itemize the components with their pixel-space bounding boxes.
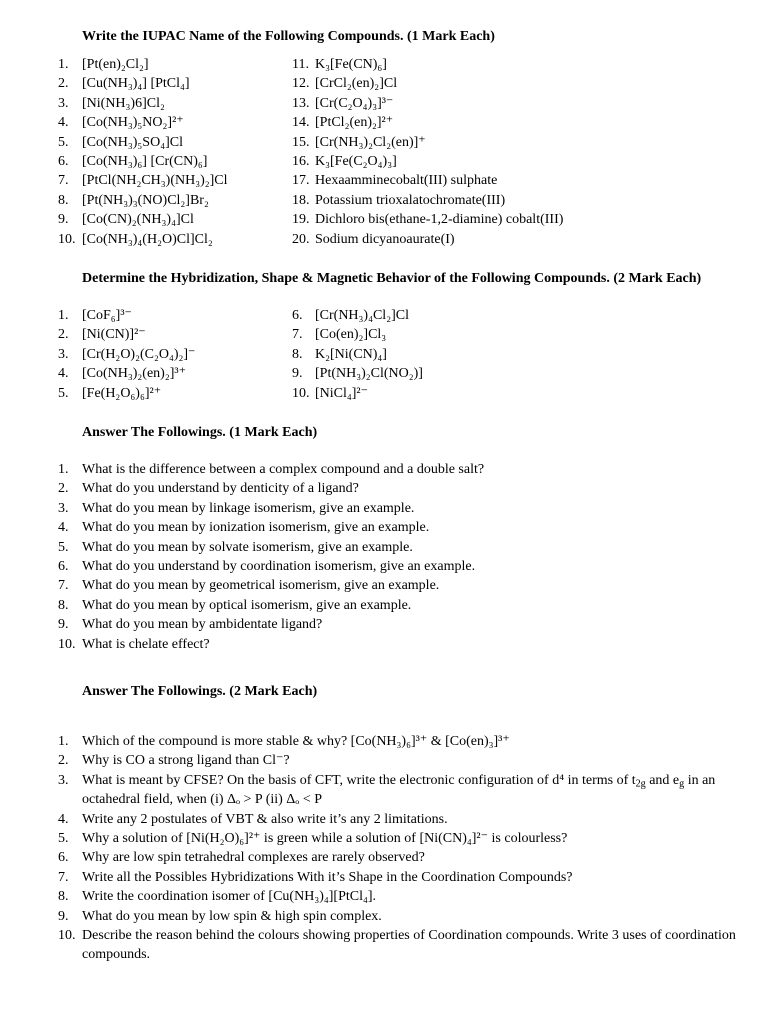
section-heading-two-mark: Answer The Followings. (2 Mark Each) xyxy=(82,684,318,699)
list-item xyxy=(58,55,228,74)
item-text: Dichloro bis(ethane-1,2-diamine) cobalt(III) xyxy=(315,212,564,228)
item-number: 8. xyxy=(58,889,69,905)
item-text: Describe the reason behind the colours showing properties of Coordination compounds. Write 3 uses of coordination compounds. xyxy=(82,928,736,963)
item-text: What do you understand by coordination isomerism, give an example. xyxy=(82,559,476,575)
item-text: What do you mean by ambidentate ligand? xyxy=(82,617,323,633)
list-item xyxy=(58,810,766,829)
item-text: [Co(NH₃)₅SO₄]Cl xyxy=(82,134,183,150)
list-item xyxy=(292,345,423,364)
item-text: [Co(NH₃)₂(en)₂]³⁺ xyxy=(82,366,186,382)
item-number: 11. xyxy=(292,57,309,72)
list-item xyxy=(58,345,195,364)
item-number: 7. xyxy=(292,327,303,343)
list-item xyxy=(58,384,195,403)
item-text: [Ni(CN)]²⁻ xyxy=(82,327,146,343)
item-text: Which of the compound is more stable & why? [Co(NH₃)₆]³⁺ & [Co(en)₃]³⁺ xyxy=(82,734,510,749)
item-number: 3. xyxy=(58,346,69,362)
item-number: 7. xyxy=(58,869,69,885)
item-number: 15. xyxy=(292,134,310,150)
item-number: 14. xyxy=(292,115,310,131)
item-number: 10. xyxy=(58,928,76,944)
item-number: 9. xyxy=(58,617,69,633)
item-text: [CrCl₂(en)₂]Cl xyxy=(315,76,398,92)
item-number: 6. xyxy=(58,559,69,575)
item-number: 6. xyxy=(58,850,69,866)
item-text: What is chelate effect? xyxy=(82,636,210,652)
list-item xyxy=(58,133,228,152)
item-text: [Ni(NH₃)6]Cl₂ xyxy=(82,95,165,111)
item-text: What do you mean by optical isomerism, give an example. xyxy=(82,597,412,613)
list-item xyxy=(58,191,228,210)
item-text: What do you mean by ionization isomerism, give an example. xyxy=(82,520,430,536)
list-item xyxy=(58,771,766,810)
item-number: 10. xyxy=(58,231,76,247)
item-text: Why is CO a strong ligand than Cl⁻? xyxy=(82,753,290,769)
list-item xyxy=(58,152,228,171)
item-text: Potassium trioxalatochromate(III) xyxy=(315,192,506,208)
list-item xyxy=(58,887,766,906)
item-number: 12. xyxy=(292,76,310,92)
item-text: What do you mean by low spin & high spin complex. xyxy=(82,908,382,924)
list-item xyxy=(58,499,766,518)
item-text: [Co(NH₃)₆] [Cr(CN)₆] xyxy=(82,154,208,170)
item-number: 4. xyxy=(58,811,69,827)
hybridization-list-left xyxy=(58,306,195,403)
item-number: 4. xyxy=(58,520,69,536)
item-text: What is the difference between a complex compound and a double salt? xyxy=(82,462,485,477)
item-number: 5. xyxy=(58,385,69,401)
item-number: 16. xyxy=(292,154,310,170)
item-text: Hexaamminecobalt(III) sulphate xyxy=(315,173,498,189)
list-item xyxy=(292,306,423,325)
item-text: [NiCl₄]²⁻ xyxy=(315,385,369,401)
list-item xyxy=(58,364,195,383)
item-text: [Co(en)₂]Cl₃ xyxy=(315,327,387,343)
item-text: [Co(NH₃)₅NO₂]²⁺ xyxy=(82,115,184,131)
list-item xyxy=(58,557,766,576)
item-text: K₂[Ni(CN)₄] xyxy=(315,346,387,362)
item-text: [Fe(H₂O₆)₆]²⁺ xyxy=(82,385,162,401)
list-item xyxy=(58,576,766,595)
item-number: 3. xyxy=(58,772,69,788)
section-heading-iupac: Write the IUPAC Name of the Following Compounds. (1 Mark Each) xyxy=(82,29,495,44)
list-item xyxy=(292,113,563,132)
item-text: [Pt(NH₃)₃(NO)Cl₂]Br₂ xyxy=(82,192,209,208)
item-number: 7. xyxy=(58,173,69,189)
item-number: 8. xyxy=(58,597,69,613)
list-item xyxy=(292,384,423,403)
item-text: What do you mean by linkage isomerism, give an example. xyxy=(82,500,415,516)
item-text: What is meant by CFSE? On the basis of CFT, write the electronic configuration of d⁴ in terms of $t_{2g}$ and $e_g$ in an octahedral field, when (i) Δₒ > P (ii) Δₒ < P xyxy=(82,772,716,808)
item-number: 3. xyxy=(58,95,69,111)
list-item xyxy=(58,848,766,867)
list-item xyxy=(58,907,766,926)
list-item xyxy=(58,596,766,615)
iupac-list-right xyxy=(292,55,563,249)
item-text: What do you mean by geometrical isomerism, give an example. xyxy=(82,578,440,594)
list-item xyxy=(292,171,563,190)
list-item xyxy=(292,210,563,229)
list-item xyxy=(58,460,766,479)
item-text: Sodium dicyanoaurate(I) xyxy=(315,231,455,247)
item-number: 2. xyxy=(58,327,69,343)
list-item xyxy=(58,230,228,249)
list-item xyxy=(292,152,563,171)
hybridization-list-right xyxy=(292,306,423,403)
item-text: [Pt(en)₂Cl₂] xyxy=(82,57,149,72)
item-text: [Cr(NH₃)₄Cl₂]Cl xyxy=(315,308,409,323)
item-text: [Cr(NH₃)₂Cl₂(en)]⁺ xyxy=(315,134,426,150)
item-number: 1. xyxy=(58,734,69,749)
list-item xyxy=(58,635,766,654)
list-item xyxy=(58,538,766,557)
item-text: [Pt(NH₃)₂Cl(NO₂)] xyxy=(315,366,423,382)
one-mark-question-list xyxy=(58,460,766,654)
item-text: K₃[Fe(C₂O₄)₃] xyxy=(315,154,397,170)
item-text: Write any 2 postulates of VBT & also write it’s any 2 limitations. xyxy=(82,811,448,827)
item-text: [Co(NH₃)₄(H₂O)Cl]Cl₂ xyxy=(82,231,213,247)
list-item xyxy=(58,74,228,93)
item-number: 5. xyxy=(58,831,69,847)
list-item xyxy=(58,868,766,887)
item-text: Why a solution of [Ni(H₂O)₆]²⁺ is green while a solution of [Ni(CN)₄]²⁻ is colourless? xyxy=(82,831,568,847)
item-text: Why are low spin tetrahedral complexes are rarely observed? xyxy=(82,850,425,866)
list-item xyxy=(58,751,766,770)
item-number: 2. xyxy=(58,753,69,769)
list-item xyxy=(58,479,766,498)
list-item xyxy=(292,55,563,74)
item-number: 5. xyxy=(58,134,69,150)
item-number: 18. xyxy=(292,192,310,208)
list-item xyxy=(292,230,563,249)
list-item xyxy=(58,306,195,325)
item-text: [CoF₆]³⁻ xyxy=(82,308,132,323)
item-text: [Cr(C₂O₄)₃]³⁻ xyxy=(315,95,394,111)
item-number: 19. xyxy=(292,212,310,228)
two-mark-question-list xyxy=(58,732,766,965)
item-number: 20. xyxy=(292,231,310,247)
list-item xyxy=(58,325,195,344)
item-number: 7. xyxy=(58,578,69,594)
item-text: [Co(CN)₂(NH₃)₄]Cl xyxy=(82,212,194,228)
section-heading-hybridization: Determine the Hybridization, Shape & Magnetic Behavior of the Following Compounds. (2 Mark Each) xyxy=(82,271,702,286)
item-number: 17. xyxy=(292,173,310,189)
item-number: 13. xyxy=(292,95,310,111)
list-item xyxy=(292,325,423,344)
list-item xyxy=(292,364,423,383)
list-item xyxy=(58,926,766,965)
item-number: 10. xyxy=(292,385,310,401)
list-item xyxy=(292,191,563,210)
item-number: 8. xyxy=(292,346,303,362)
item-number: 4. xyxy=(58,366,69,382)
item-number: 1. xyxy=(58,57,69,72)
item-number: 9. xyxy=(58,908,69,924)
list-item xyxy=(292,74,563,93)
list-item xyxy=(58,171,228,190)
item-number: 8. xyxy=(58,192,69,208)
item-number: 9. xyxy=(292,366,303,382)
list-item xyxy=(58,732,766,751)
iupac-list-left xyxy=(58,55,228,249)
list-item xyxy=(292,133,563,152)
list-item xyxy=(292,94,563,113)
item-text: K₃[Fe(CN)₆] xyxy=(315,57,387,72)
list-item xyxy=(58,518,766,537)
item-number: 2. xyxy=(58,481,69,497)
item-text: What do you understand by denticity of a ligand? xyxy=(82,481,359,497)
list-item xyxy=(58,94,228,113)
item-text: Write all the Possibles Hybridizations With it’s Shape in the Coordination Compounds? xyxy=(82,869,573,885)
list-item xyxy=(58,615,766,634)
item-text: What do you mean by solvate isomerism, give an example. xyxy=(82,539,413,555)
section-heading-one-mark: Answer The Followings. (1 Mark Each) xyxy=(82,425,318,440)
item-number: 1. xyxy=(58,308,69,323)
item-text: Write the coordination isomer of [Cu(NH₃)₄][PtCl₄]. xyxy=(82,889,377,905)
item-number: 9. xyxy=(58,212,69,228)
list-item xyxy=(58,210,228,229)
item-number: 6. xyxy=(58,154,69,170)
item-number: 3. xyxy=(58,500,69,516)
item-text: [PtCl₂(en)₂]²⁺ xyxy=(315,115,394,131)
item-number: 5. xyxy=(58,539,69,555)
item-number: 1. xyxy=(58,462,69,477)
item-number: 2. xyxy=(58,76,69,92)
item-number: 4. xyxy=(58,115,69,131)
item-text: [Cu(NH₃)₄] [PtCl₄] xyxy=(82,76,190,92)
list-item xyxy=(58,113,228,132)
item-number: 10. xyxy=(58,636,76,652)
list-item xyxy=(58,829,766,848)
item-text: [PtCl(NH₂CH₃)(NH₃)₂]Cl xyxy=(82,173,228,189)
item-number: 6. xyxy=(292,308,303,323)
item-text: [Cr(H₂O)₂(C₂O₄)₂]⁻ xyxy=(82,346,196,362)
